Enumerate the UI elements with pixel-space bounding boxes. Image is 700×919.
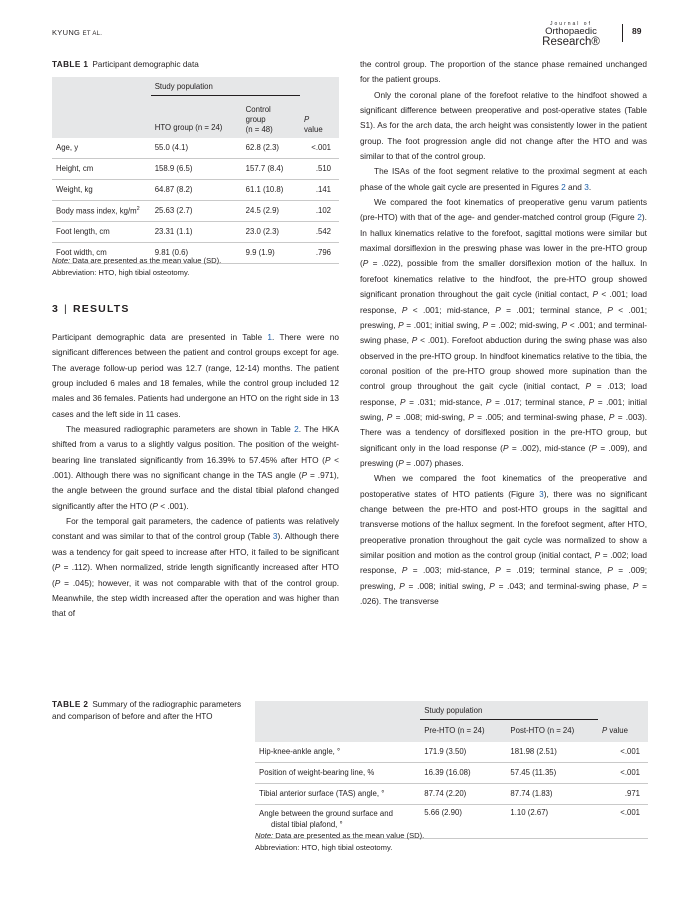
table2-note-text: Data are presented as the mean value (SD). — [273, 831, 425, 840]
table1-row-hto: 158.9 (6.5) — [151, 158, 242, 179]
table1-row-label: Foot width, cm — [52, 242, 151, 263]
section-heading — [52, 303, 130, 315]
table1 — [52, 77, 339, 264]
table1-row-control: 23.0 (2.3) — [242, 221, 300, 242]
table1-row-p: .510 — [300, 158, 339, 179]
table2-row-label-line1: Angle between the ground surface and — [259, 808, 393, 818]
table-row — [52, 200, 339, 221]
table1-row-hto: 64.87 (8.2) — [151, 179, 242, 200]
table1-note-text: Data are presented as the mean value (SD). — [70, 256, 222, 265]
table1-row-control: 62.8 (2.3) — [242, 138, 300, 159]
table1-row-hto: 55.0 (4.1) — [151, 138, 242, 159]
journal-logo — [535, 22, 607, 48]
table2-row-p: .971 — [598, 783, 648, 804]
table2-abbrev: Abbreviation: HTO, high tibial osteotomy. — [255, 842, 393, 852]
table1-row-label-text: Body mass index, kg/m — [56, 206, 137, 216]
table1-col-hto: HTO group (n = 24) — [151, 96, 242, 138]
table2-row-post: 57.45 (11.35) — [506, 762, 598, 783]
table-row — [52, 179, 339, 200]
journal-logo-line1: Journal of — [550, 21, 592, 27]
table1-group-header: Study population — [151, 77, 300, 96]
table1-col-control — [242, 96, 300, 138]
table2-caption-text: Summary of the radiographic parameters and comparison of before and after the HTO — [52, 700, 242, 721]
table1-col-control-line3: (n = 48) — [245, 124, 273, 134]
table1-label: TABLE 1 — [52, 60, 89, 69]
table2-col-p: P value — [598, 720, 648, 742]
table2-row-pre: 87.74 (2.20) — [420, 783, 506, 804]
table2-row-label: Position of weight-bearing line, % — [255, 762, 420, 783]
table1-caption — [52, 59, 199, 71]
table2-row-pre: 5.66 (2.90) — [420, 804, 506, 838]
table2-row-pre: 171.9 (3.50) — [420, 742, 506, 763]
table1-col-p-line2: value — [304, 124, 323, 134]
table1-col-p — [300, 96, 339, 138]
table2-note-label: Note: — [255, 831, 274, 840]
section-separator: | — [64, 303, 68, 315]
table1-row-hto: 9.81 (0.6) — [151, 242, 242, 263]
running-head-author: KYUNG — [52, 28, 81, 37]
table1-note-label: Note: — [52, 256, 71, 265]
section-number: 3 — [52, 303, 60, 315]
table-row — [52, 221, 339, 242]
table1-row-p: .141 — [300, 179, 339, 200]
table1-abbrev: Abbreviation: HTO, high tibial osteotomy. — [52, 267, 190, 277]
table2-group-header: Study population — [420, 701, 598, 720]
table1-col-control-line2: group — [245, 114, 266, 124]
table2-label: TABLE 2 — [52, 700, 89, 709]
table-row — [255, 762, 648, 783]
table1-row-p: .542 — [300, 221, 339, 242]
table2-row-p: <.001 — [598, 762, 648, 783]
table1-row-p: <.001 — [300, 138, 339, 159]
table2-row-post: 87.74 (1.83) — [506, 783, 598, 804]
table2-col-pre: Pre-HTO (n = 24) — [420, 720, 506, 742]
table2-row-label: Tibial anterior surface (TAS) angle, ° — [255, 783, 420, 804]
table-row — [255, 783, 648, 804]
table2-col-post: Post-HTO (n = 24) — [506, 720, 598, 742]
table-row — [52, 138, 339, 159]
table2-row-label-line2: distal tibial plafond, ° — [271, 819, 343, 829]
table1-row-control: 9.9 (1.9) — [242, 242, 300, 263]
table2 — [255, 701, 648, 839]
table1-row-label — [52, 200, 151, 221]
table1-row-label: Age, y — [52, 138, 151, 159]
table2-row-post: 181.98 (2.51) — [506, 742, 598, 763]
table1-row-control: 24.5 (2.9) — [242, 200, 300, 221]
table1-row-control: 157.7 (8.4) — [242, 158, 300, 179]
page-number: 89 — [632, 26, 642, 36]
table1-caption-text: Participant demographic data — [92, 60, 199, 69]
running-head — [52, 28, 102, 37]
table1-note — [52, 255, 221, 278]
left-column-text: Participant demographic data are presented in Table 1. There were no significant differences between the patient and control groups except for age. The average follow-up period was 12.7 (range, 12-14) months. The patient group included 6 males and 18 females, while the control group included 12 males and 36 females. Patients had undergone an HTO on the right side in 13 cases and the left side in 11 cases. The measured radiographic parameters are shown in Table 2. The HKA shifted from a varus to a slightly valgus position. The position of the weight-bearing line translated significantly from 16.39% to 57.45% after HTO (P < .001). Although there was no significant change in the TAS angle (P = .971), the angle between the ground surface and the distal tibial plafond changed significantly after the HTO (P < .001). For the temporal gait parameters, the cadence of patients was relatively constant and was similar to that of the control group (Table 3). Although there was a tendency for gait speed to increase after HTO, it failed to be significant (P = .112). When normalized, stride length significantly increased after HTO (P = .045); however, it was not comparable with that of the control group. Meanwhile, the step width increased after the operation and was higher than that of — [52, 332, 340, 619]
table1-col-control-line1: Control — [245, 104, 271, 114]
table2-row-label: Hip-knee-ankle angle, ° — [255, 742, 420, 763]
section-title: RESULTS — [72, 303, 130, 315]
table1-row-label: Height, cm — [52, 158, 151, 179]
table2-row-p: <.001 — [598, 804, 648, 838]
table2-row-p: <.001 — [598, 742, 648, 763]
table1-row-label-sup: 2 — [136, 205, 140, 212]
table2-caption — [52, 699, 242, 723]
table-row — [52, 158, 339, 179]
table1-row-p: .102 — [300, 200, 339, 221]
table1-col-p-line1: P — [304, 114, 310, 124]
table-row — [255, 742, 648, 763]
journal-logo-line2: Orthopaedic — [545, 26, 597, 37]
table1-row-hto: 23.31 (1.1) — [151, 221, 242, 242]
table1-row-label: Weight, kg — [52, 179, 151, 200]
table2-row-pre: 16.39 (16.08) — [420, 762, 506, 783]
journal-logo-line3: Research® — [542, 35, 600, 48]
table1-row-label: Foot length, cm — [52, 221, 151, 242]
right-column-text: the control group. The proportion of the stance phase remained unchanged for the patient groups. Only the coronal plane of the forefoot relative to the hindfoot showed a significant difference between preoperative and post-operative states (Table S1). As for the arch data, the arch height was consistently lower in the patient group. The foot progression angle did not change after the HTO and was similar to that of the control group. The ISAs of the foot segment relative to the proximal segment at each phase of the whole gait cycle are presented in Figures 2 and 3. We compared the foot kinematics of preoperative genu varum patients (pre-HTO) with that of the age- and gender-matched control group (Figure 2). In hallux kinematics relative to the forefoot, sagittal motions were similar but maximal dorsiflexion in the preswing phase was lower in the pre-HTO group (P = .022), possible from the smaller dorsiflexion motion of the hallux. In forefoot kinematics relative to the hindfoot, the pre-HTO group showed significant pronation throughout the gait cycle (initial contact, P < .001; load response, P < .001; mid-stance, P = .001; terminal stance, P < .001; preswing, P = .001; initial swing, P = .002; mid-swing, P < .001; and terminal-swing phase, P < .001). Forefoot abduction during the swing phase was also observed in the pre-HTO group. In hindfoot kinematics relative to the tibia, the coronal position of the pre-HTO group showed more supination than the control group throughout the gait cycle (initial contact, P = .013; load response, P = .031; mid-stance, P = .017; terminal stance, P = .001; initial swing, P = .008; mid-swing, P = .005; and terminal-swing phase, P = .003). There was a tendency of dorsiflexed position in the pre-HTO group, but significant only in the load response (P = .002), mid-stance (P = .009), and preswing (P = .007) phases. When we compared the foot kinematics of the preoperative and postoperative states of HTO patients (Figure 3), there was no significant change between the pre-HTO and post-HTO groups in the sagittal and transverse motions of the hallux segment. In the forefoot segment, after HTO, preoperative pronation throughout the gait cycle was normalized to show a similar position and motion as the control group (initial contact, P = .002; load response, P = .003; mid-stance, P = .019; terminal stance, P = .009; preswing, P = .008; initial swing, P = .043; and terminal-swing phase, P = .026). The transverse — [360, 59, 648, 607]
table2-row-post: 1.10 (2.67) — [506, 804, 598, 838]
running-head-etal: ET AL. — [82, 31, 103, 37]
table1-row-hto: 25.63 (2.7) — [151, 200, 242, 221]
table1-row-p: .796 — [300, 242, 339, 263]
header-divider — [622, 24, 623, 42]
table1-row-control: 61.1 (10.8) — [242, 179, 300, 200]
table2-note — [255, 830, 424, 853]
